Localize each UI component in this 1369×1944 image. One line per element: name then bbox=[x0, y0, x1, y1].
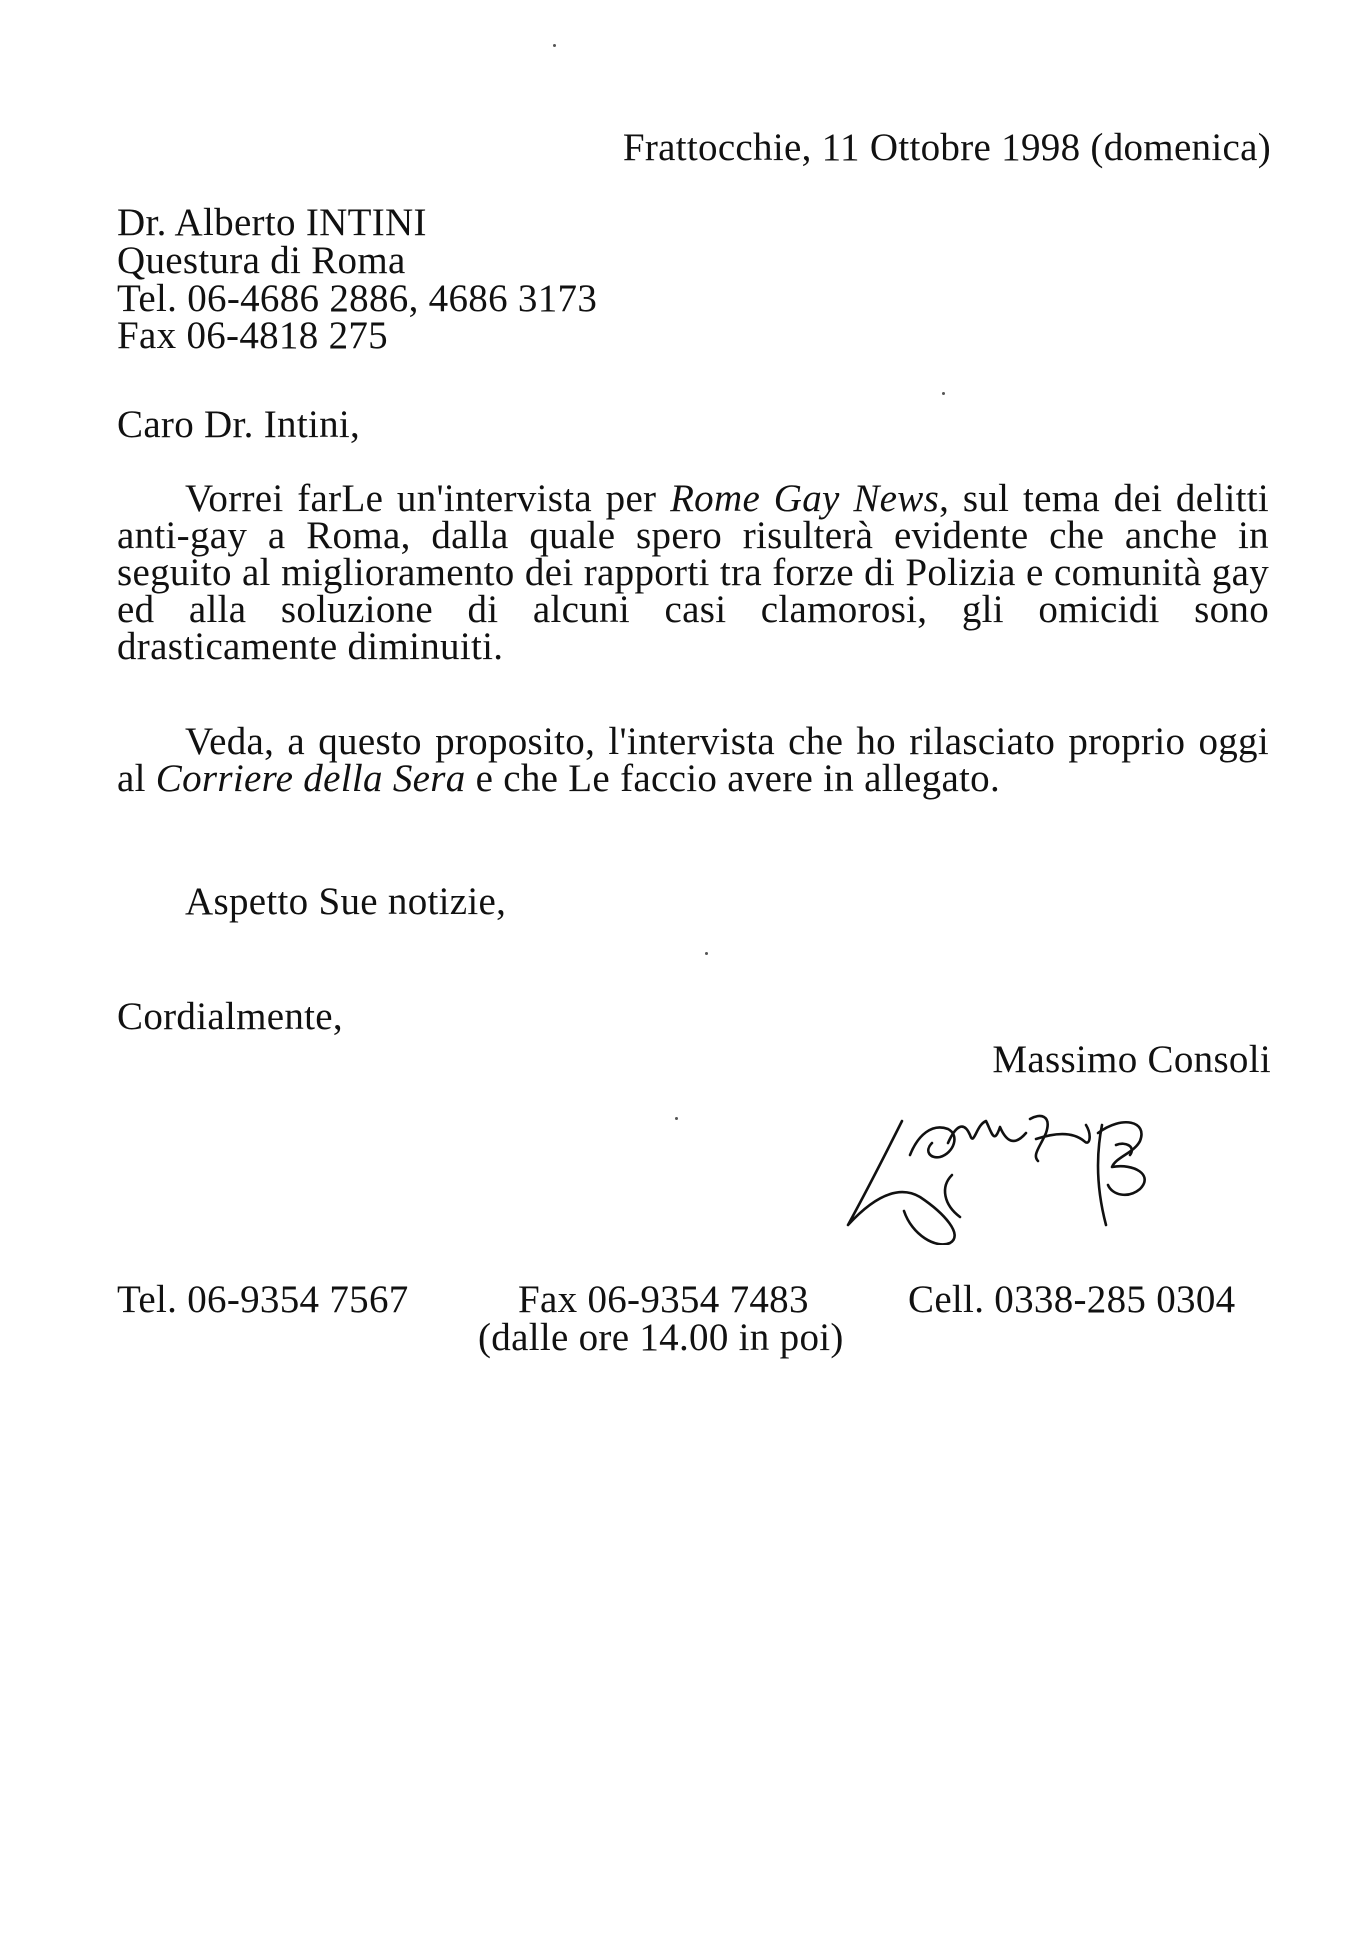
newspaper-title: Corriere della Sera bbox=[155, 757, 466, 800]
paper-speck bbox=[705, 952, 708, 955]
valediction: Cordialmente, bbox=[117, 995, 343, 1038]
recipient-office: Questura di Roma bbox=[117, 239, 406, 282]
handwritten-signature bbox=[840, 1085, 1250, 1245]
recipient-fax: Fax 06-4818 275 bbox=[117, 314, 388, 357]
paper-speck bbox=[553, 44, 556, 47]
publication-title: Rome Gay News bbox=[670, 477, 940, 520]
body-paragraph-2 bbox=[117, 720, 1269, 800]
paragraph-2-text-end: e che Le faccio avere in allegato. bbox=[465, 757, 1001, 800]
sender-name: Massimo Consoli bbox=[992, 1038, 1271, 1081]
paragraph-1-text-start: Vorrei farLe un'intervista per bbox=[185, 477, 671, 520]
recipient-tel: Tel. 06-4686 2886, 4686 3173 bbox=[117, 277, 598, 320]
salutation: Caro Dr. Intini, bbox=[117, 403, 361, 446]
closing-line: Aspetto Sue notizie, bbox=[185, 880, 507, 923]
paragraph-1-text-end: , sul tema dei delitti anti-gay a Roma, dalla quale spero risulterà evidente che anche in seguito al miglioramento dei rapporti tra forze di Polizia e comunità gay ed alla soluzione di alcuni casi clamorosi, gli omicidi sono drasticamente diminuiti. bbox=[117, 477, 1269, 668]
paper-speck bbox=[675, 1117, 678, 1120]
date-line: Frattocchie, 11 Ottobre 1998 (domenica) bbox=[622, 126, 1271, 169]
recipient-name: Dr. Alberto INTINI bbox=[117, 201, 427, 244]
paper-speck bbox=[942, 392, 945, 395]
footer-cell: Cell. 0338-285 0304 bbox=[908, 1278, 1236, 1321]
footer-tel: Tel. 06-9354 7567 bbox=[117, 1278, 409, 1321]
footer-hours-note: (dalle ore 14.00 in poi) bbox=[478, 1316, 844, 1359]
body-paragraph-1 bbox=[117, 477, 1269, 668]
paragraph-2-text-start: Veda, a questo proposito, l'intervista che ho rilasciato proprio oggi al bbox=[117, 720, 1269, 800]
footer-fax: Fax 06-9354 7483 bbox=[518, 1278, 809, 1321]
